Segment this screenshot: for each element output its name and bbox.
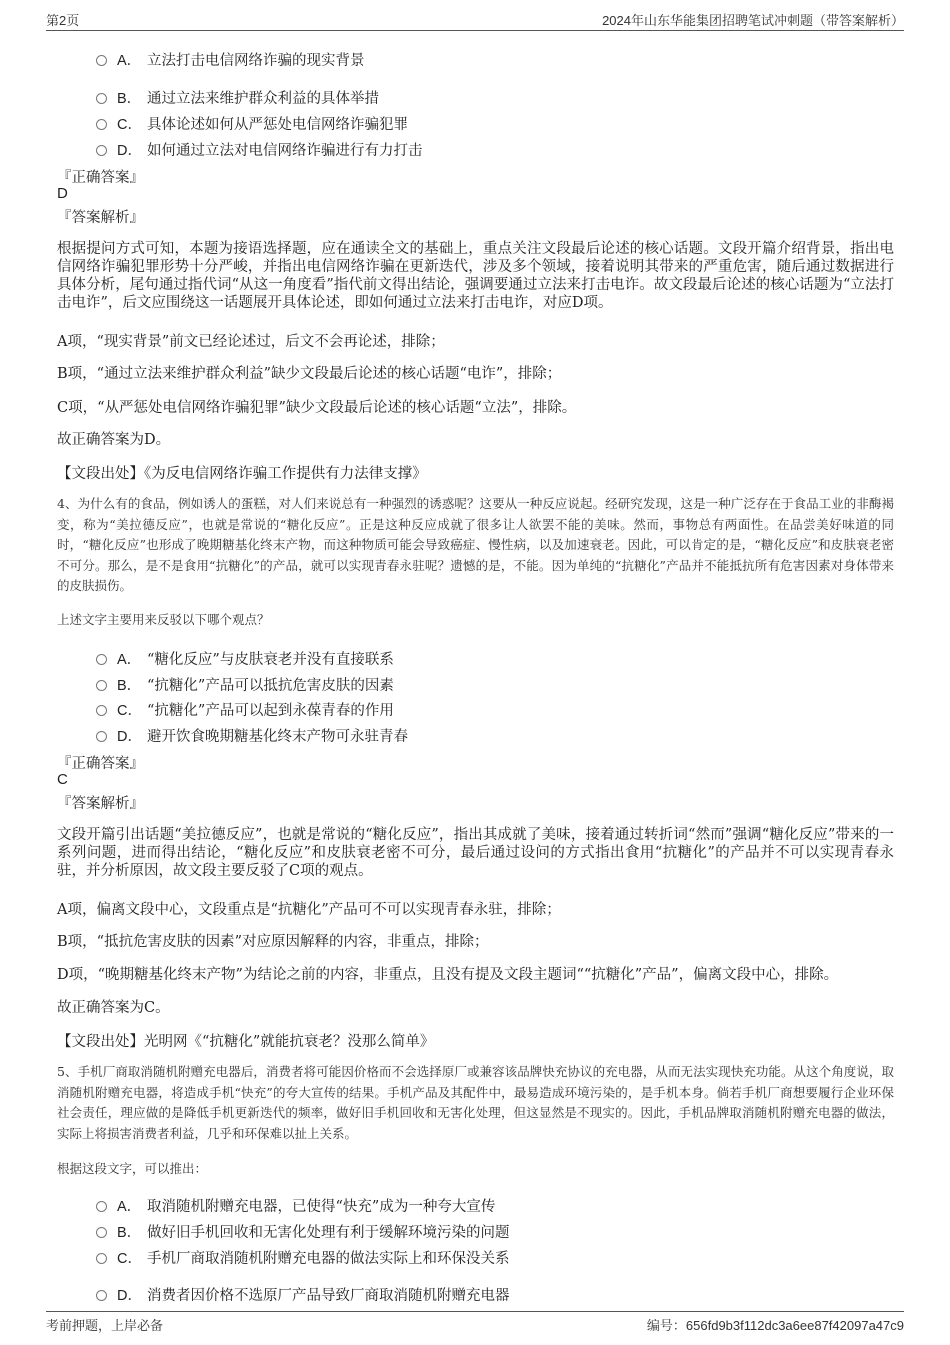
q3-analysis-line: B项，“通过立法来维护群众利益”缺少文段最后论述的核心话题“电诈”，排除； — [57, 366, 562, 382]
q3-option-c[interactable]: C． 具体论述如何从严惩处电信网络诈骗犯罪 — [96, 113, 408, 134]
q4-conclusion: 故正确答案为C。 — [57, 1000, 170, 1016]
q4-answer-label: 『正确答案』 — [57, 756, 144, 772]
q5-option-b[interactable]: B． 做好旧手机回收和无害化处理有利于缓解环境污染的问题 — [96, 1221, 510, 1242]
radio-icon[interactable] — [96, 93, 107, 104]
q4-answer: C — [57, 771, 68, 788]
document-id: 编号：656fd9b3f112dc3a6ee87f42097a47c9 — [646, 1318, 904, 1333]
radio-icon[interactable] — [96, 1253, 107, 1264]
radio-icon[interactable] — [96, 731, 107, 742]
q4-source: 【文段出处】光明网《“抗糖化”就能抗衰老？没那么简单》 — [57, 1034, 435, 1050]
q3-option-b[interactable]: B． 通过立法来维护群众利益的具体举措 — [96, 87, 379, 108]
q3-option-d[interactable]: D． 如何通过立法对电信网络诈骗进行有力打击 — [96, 139, 423, 160]
footer-slogan: 考前押题，上岸必备 — [46, 1318, 164, 1333]
q4-option-a[interactable]: A． “糖化反应”与皮肤衰老并没有直接联系 — [96, 648, 394, 669]
q4-option-d[interactable]: D． 避开饮食晚期糖基化终末产物可永驻青春 — [96, 725, 408, 746]
document-title: 2024年山东华能集团招聘笔试冲刺题（带答案解析） — [602, 13, 904, 28]
radio-icon[interactable] — [96, 654, 107, 665]
q4-analysis-line: D项，“晚期糖基化终末产物”为结论之前的内容，非重点，且没有提及文段主题词““抗糖化”产品”，偏离文段中心，排除。 — [57, 967, 839, 983]
q4-analysis: 文段开篇引出话题“美拉德反应”，也就是常说的“糖化反应”，指出其成就了美味，接着通过转折词“然而”强调“糖化反应”带来的一系列问题，进而得出结论，“糖化反应”和皮肤衰老密不可分，最后通过设问的方式指出食用“抗糖化”的产品并不可以实现青春永驻，并分析原因，故文段主要反驳了C项的观点。 — [57, 827, 894, 879]
page-number: 第2页 — [46, 13, 80, 28]
page-footer — [46, 1311, 904, 1334]
q4-option-b[interactable]: B． “抗糖化”产品可以抵抗危害皮肤的因素 — [96, 674, 394, 695]
q4-stem: 4、为什么有的食品，例如诱人的蛋糕，对人们来说总有一种强烈的诱惑呢？这要从一种反应说起。经研究发现，这是一种广泛存在于食品工业的非酶褐变，称为“美拉德反应”，也就是常说的“糖化反应”。正是这种反应成就了很多让人欲罢不能的美味。然而，事物总有两面性。在品尝美好味道的同时，“糖化反应”也形成了晚期糖基化终末产物，而这种物质可能会导致癌症、慢性病，以及加速衰老。因此，可以肯定的是，“糖化反应”和皮肤衰老密不可分。那么，是不是食用“抗糖化”的产品，就可以实现青春永驻呢？遗憾的是，不能。因为单纯的“抗糖化”产品并不能抵抗所有危害因素对身体带来的皮肤损伤。 — [57, 496, 894, 593]
radio-icon[interactable] — [96, 705, 107, 716]
q5-option-c[interactable]: C． 手机厂商取消随机附赠充电器的做法实际上和环保没关系 — [96, 1247, 510, 1268]
q3-answer-label: 『正确答案』 — [57, 170, 144, 186]
q4-analysis-line: A项，偏离文段中心，文段重点是“抗糖化”产品可不可以实现青春永驻，排除； — [57, 902, 561, 918]
q4-analysis-label: 『答案解析』 — [57, 796, 144, 812]
q5-option-d[interactable]: D． 消费者因价格不选原厂产品导致厂商取消随机附赠充电器 — [96, 1284, 510, 1305]
radio-icon[interactable] — [96, 119, 107, 130]
radio-icon[interactable] — [96, 145, 107, 156]
q3-source: 【文段出处】《为反电信网络诈骗工作提供有力法律支撑》 — [57, 466, 427, 482]
radio-icon[interactable] — [96, 1227, 107, 1238]
q3-analysis-line: C项，“从严惩处电信网络诈骗犯罪”缺少文段最后论述的核心话题“立法”，排除。 — [57, 400, 577, 416]
q3-analysis-label: 『答案解析』 — [57, 210, 144, 226]
q3-answer: D — [57, 185, 68, 202]
q3-conclusion: 故正确答案为D。 — [57, 432, 171, 448]
q3-analysis: 根据提问方式可知，本题为接语选择题，应在通读全文的基础上，重点关注文段最后论述的核心话题。文段开篇介绍背景，指出电信网络诈骗犯罪形势十分严峻，并指出电信网络诈骗在更新迭代，涉及多个领域，接着说明其带来的严重危害，随后通过数据进行具体分析，尾句通过指代词“从这一角度看”指代前文得出结论，强调要通过立法来打击电诈。故文段最后论述的核心话题为“立法打击电诈”，后文应围绕这一话题展开具体论述，即如何通过立法来打击电诈，对应D项。 — [57, 241, 894, 311]
radio-icon[interactable] — [96, 680, 107, 691]
q3-option-a[interactable]: A． 立法打击电信网络诈骗的现实背景 — [96, 49, 365, 70]
page-header — [46, 8, 904, 31]
radio-icon[interactable] — [96, 1201, 107, 1212]
radio-icon[interactable] — [96, 1290, 107, 1301]
q5-option-a[interactable]: A． 取消随机附赠充电器，已使得“快充”成为一种夸大宣传 — [96, 1195, 495, 1216]
radio-icon[interactable] — [96, 55, 107, 66]
q3-analysis-line: A项，“现实背景”前文已经论述过，后文不会再论述，排除； — [57, 334, 445, 350]
q4-option-c[interactable]: C． “抗糖化”产品可以起到永葆青春的作用 — [96, 699, 394, 720]
q5-question: 根据这段文字，可以推出： — [57, 1161, 208, 1176]
q4-analysis-line: B项，“抵抗危害皮肤的因素”对应原因解释的内容，非重点，排除； — [57, 934, 489, 950]
q5-stem: 5、手机厂商取消随机附赠充电器后，消费者将可能因价格而不会选择原厂或兼容该品牌快充协议的充电器，从而无法实现快充功能。从这个角度说，取消随机附赠充电器，将造成手机“快充”的夸大宣传的结果。手机产品及其配件中，最易造成环境污染的，是手机本身。倘若手机厂商想要履行企业环保社会责任，理应做的是降低手机更新迭代的频率，做好旧手机回收和无害化处理，但这显然是不现实的。因此，手机品牌取消随机附赠充电器的做法，实际上将损害消费者利益，几乎和环保难以扯上关系。 — [57, 1064, 894, 1141]
q4-question: 上述文字主要用来反驳以下哪个观点？ — [57, 612, 270, 627]
